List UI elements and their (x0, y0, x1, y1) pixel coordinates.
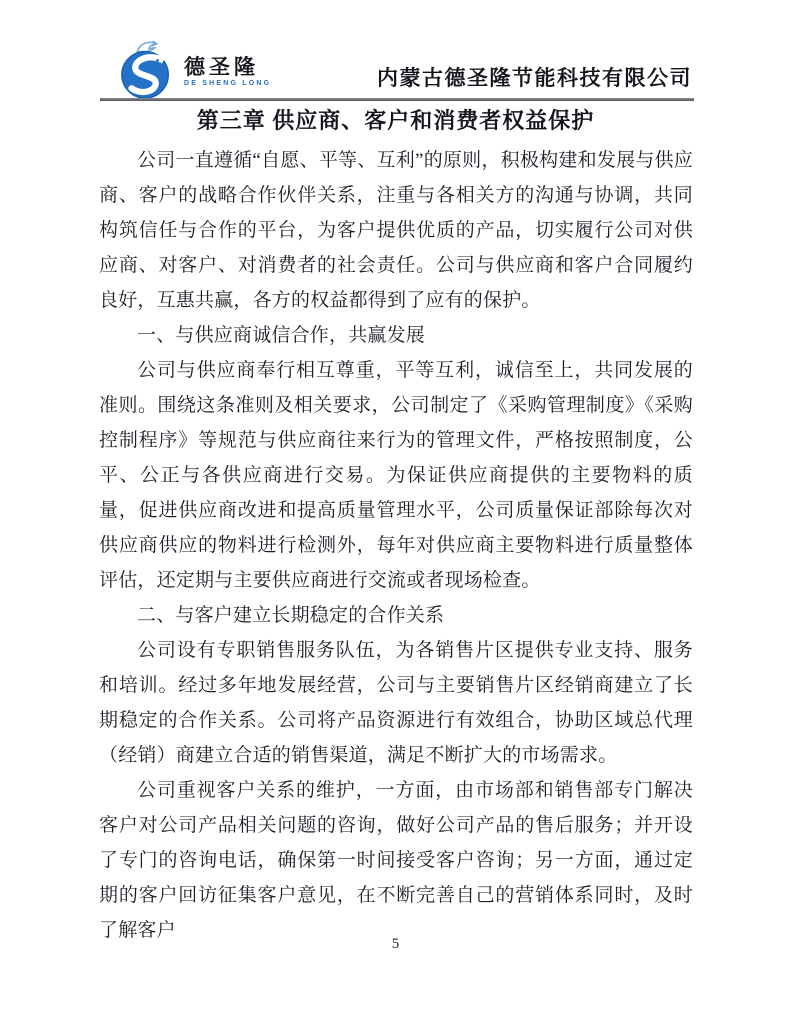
body-paragraph: 公司一直遵循“自愿、平等、互利”的原则，积极构建和发展与供应商、客户的战略合作伙伴关系，注重与各相关方的沟通与协调，共同构筑信任与合作的平台，为客户提供优质的产品，切实履行公司对供应商、对客户、对消费者的社会责任。公司与供应商和客户合同履约良好，互惠共赢，各方的权益都得到了应有的保护。 (99, 150, 693, 311)
body-paragraph: 公司与供应商奉行相互尊重，平等互利，诚信至上，共同发展的准则。围绕这条准则及相关要求，公司制定了《采购管理制度》《采购控制程序》等规范与供应商往来行为的管理文件，严格按照制度，公平、公正与各供应商进行交易。为保证供应商提供的主要物料的质量，促进供应商改进和提高质量管理水平，公司质量保证部除每次对供应商供应的物料进行检测外，每年对供应商主要物料进行质量整体评估，还定期与主要供应商进行交流或者现场检查。 (99, 360, 693, 591)
page-number: 5 (391, 936, 400, 952)
document-body (99, 143, 693, 948)
header-divider (100, 98, 694, 101)
section-heading: 二、与客户建立长期稳定的合作关系 (137, 605, 445, 626)
section-heading: 一、与供应商诚信合作，共赢发展 (137, 325, 426, 346)
logo-text (184, 57, 271, 89)
body-paragraph: 公司重视客户关系的维护，一方面，由市场部和销售部专门解决客户对公司产品相关问题的咨询，做好公司产品的售后服务；并开设了专门的咨询电话，确保第一时间接受客户咨询；另一方面，通过定期的客户回访征集客户意见，在不断完善自己的营销体系同时，及时了解客户 (99, 780, 693, 941)
dragon-logo-icon (118, 38, 176, 100)
company-logo (118, 38, 271, 100)
chapter-title: 第三章 供应商、客户和消费者权益保护 (196, 108, 595, 133)
logo-name-chinese: 德圣隆 (184, 56, 259, 79)
logo-name-english: DE SHENG LONG (184, 80, 272, 87)
company-name: 内蒙古德圣隆节能科技有限公司 (377, 66, 692, 90)
body-paragraph: 公司设有专职销售服务队伍，为各销售片区提供专业支持、服务和培训。经过多年地发展经营，公司与主要销售片区经销商建立了长期稳定的合作关系。公司将产品资源进行有效组合，协助区域总代理（经销）商建立合适的销售渠道，满足不断扩大的市场需求。 (99, 640, 693, 766)
